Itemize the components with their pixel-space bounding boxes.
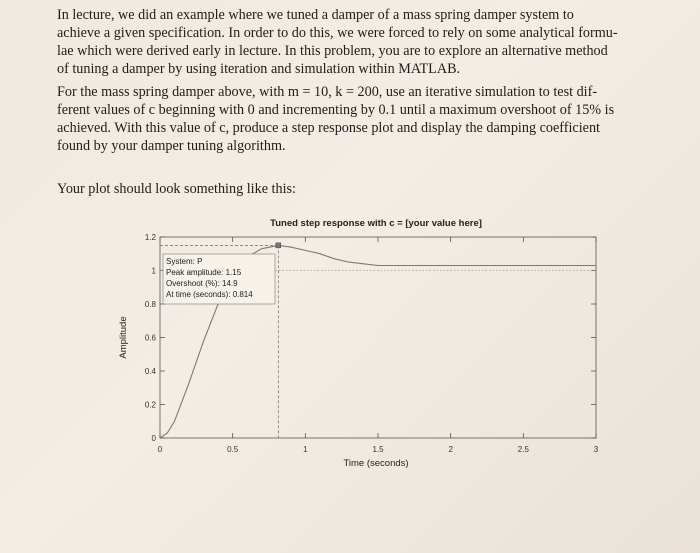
y-tick-label: 0 xyxy=(151,434,156,443)
y-tick-label: 0.4 xyxy=(144,367,156,376)
datatip-line: Peak amplitude: 1.15 xyxy=(166,268,242,277)
x-tick-label: 1.5 xyxy=(372,445,384,454)
peak-marker xyxy=(276,243,281,248)
x-tick-label: 0 xyxy=(157,445,163,454)
y-tick-label: 1.2 xyxy=(144,233,156,242)
plot-instruction-text: Your plot should look something like this: xyxy=(57,181,296,197)
intro-line: In lecture, we did an example where we tuned a damper of a mass spring damper system to xyxy=(57,7,574,23)
x-tick-label: 1 xyxy=(303,445,308,454)
intro-line: of tuning a damper by using iteration and simulation within MATLAB. xyxy=(57,61,461,77)
task-line: achieved. With this value of c, produce a step response plot and display the damping coefficient xyxy=(57,120,600,136)
chart-title: Tuned step response with c = [your value here] xyxy=(270,218,482,229)
intro-line: achieve a given specification. In order to do this, we were forced to rely on some analytical formu- xyxy=(57,25,618,41)
x-tick-label: 2.5 xyxy=(517,445,529,454)
datatip-line: System: P xyxy=(166,257,203,266)
task-line: For the mass spring damper above, with m = 10, k = 200, use an iterative simulation to test dif- xyxy=(57,84,598,100)
x-tick-label: 3 xyxy=(593,445,599,454)
datatip-line: At time (seconds): 0.814 xyxy=(166,290,253,299)
task-line: ferent values of c beginning with 0 and incrementing by 0.1 until a maximum overshoot of 15% is xyxy=(57,102,615,118)
intro-line: lae which were derived early in lecture. In this problem, you are to explore an alternative method xyxy=(57,43,608,59)
x-tick-label: 0.5 xyxy=(227,445,239,454)
task-line: found by your damper tuning algorithm. xyxy=(57,138,286,154)
y-tick-label: 1 xyxy=(151,266,156,276)
y-tick-label: 0.8 xyxy=(144,300,156,309)
y-tick-label: 0.2 xyxy=(144,400,156,410)
x-axis-label: Time (seconds) xyxy=(343,458,409,469)
y-axis-label: Amplitude xyxy=(118,316,129,359)
datatip-line: Overshoot (%): 14.9 xyxy=(166,279,238,288)
y-tick-label: 0.6 xyxy=(144,333,156,343)
x-tick-label: 2 xyxy=(448,445,453,454)
